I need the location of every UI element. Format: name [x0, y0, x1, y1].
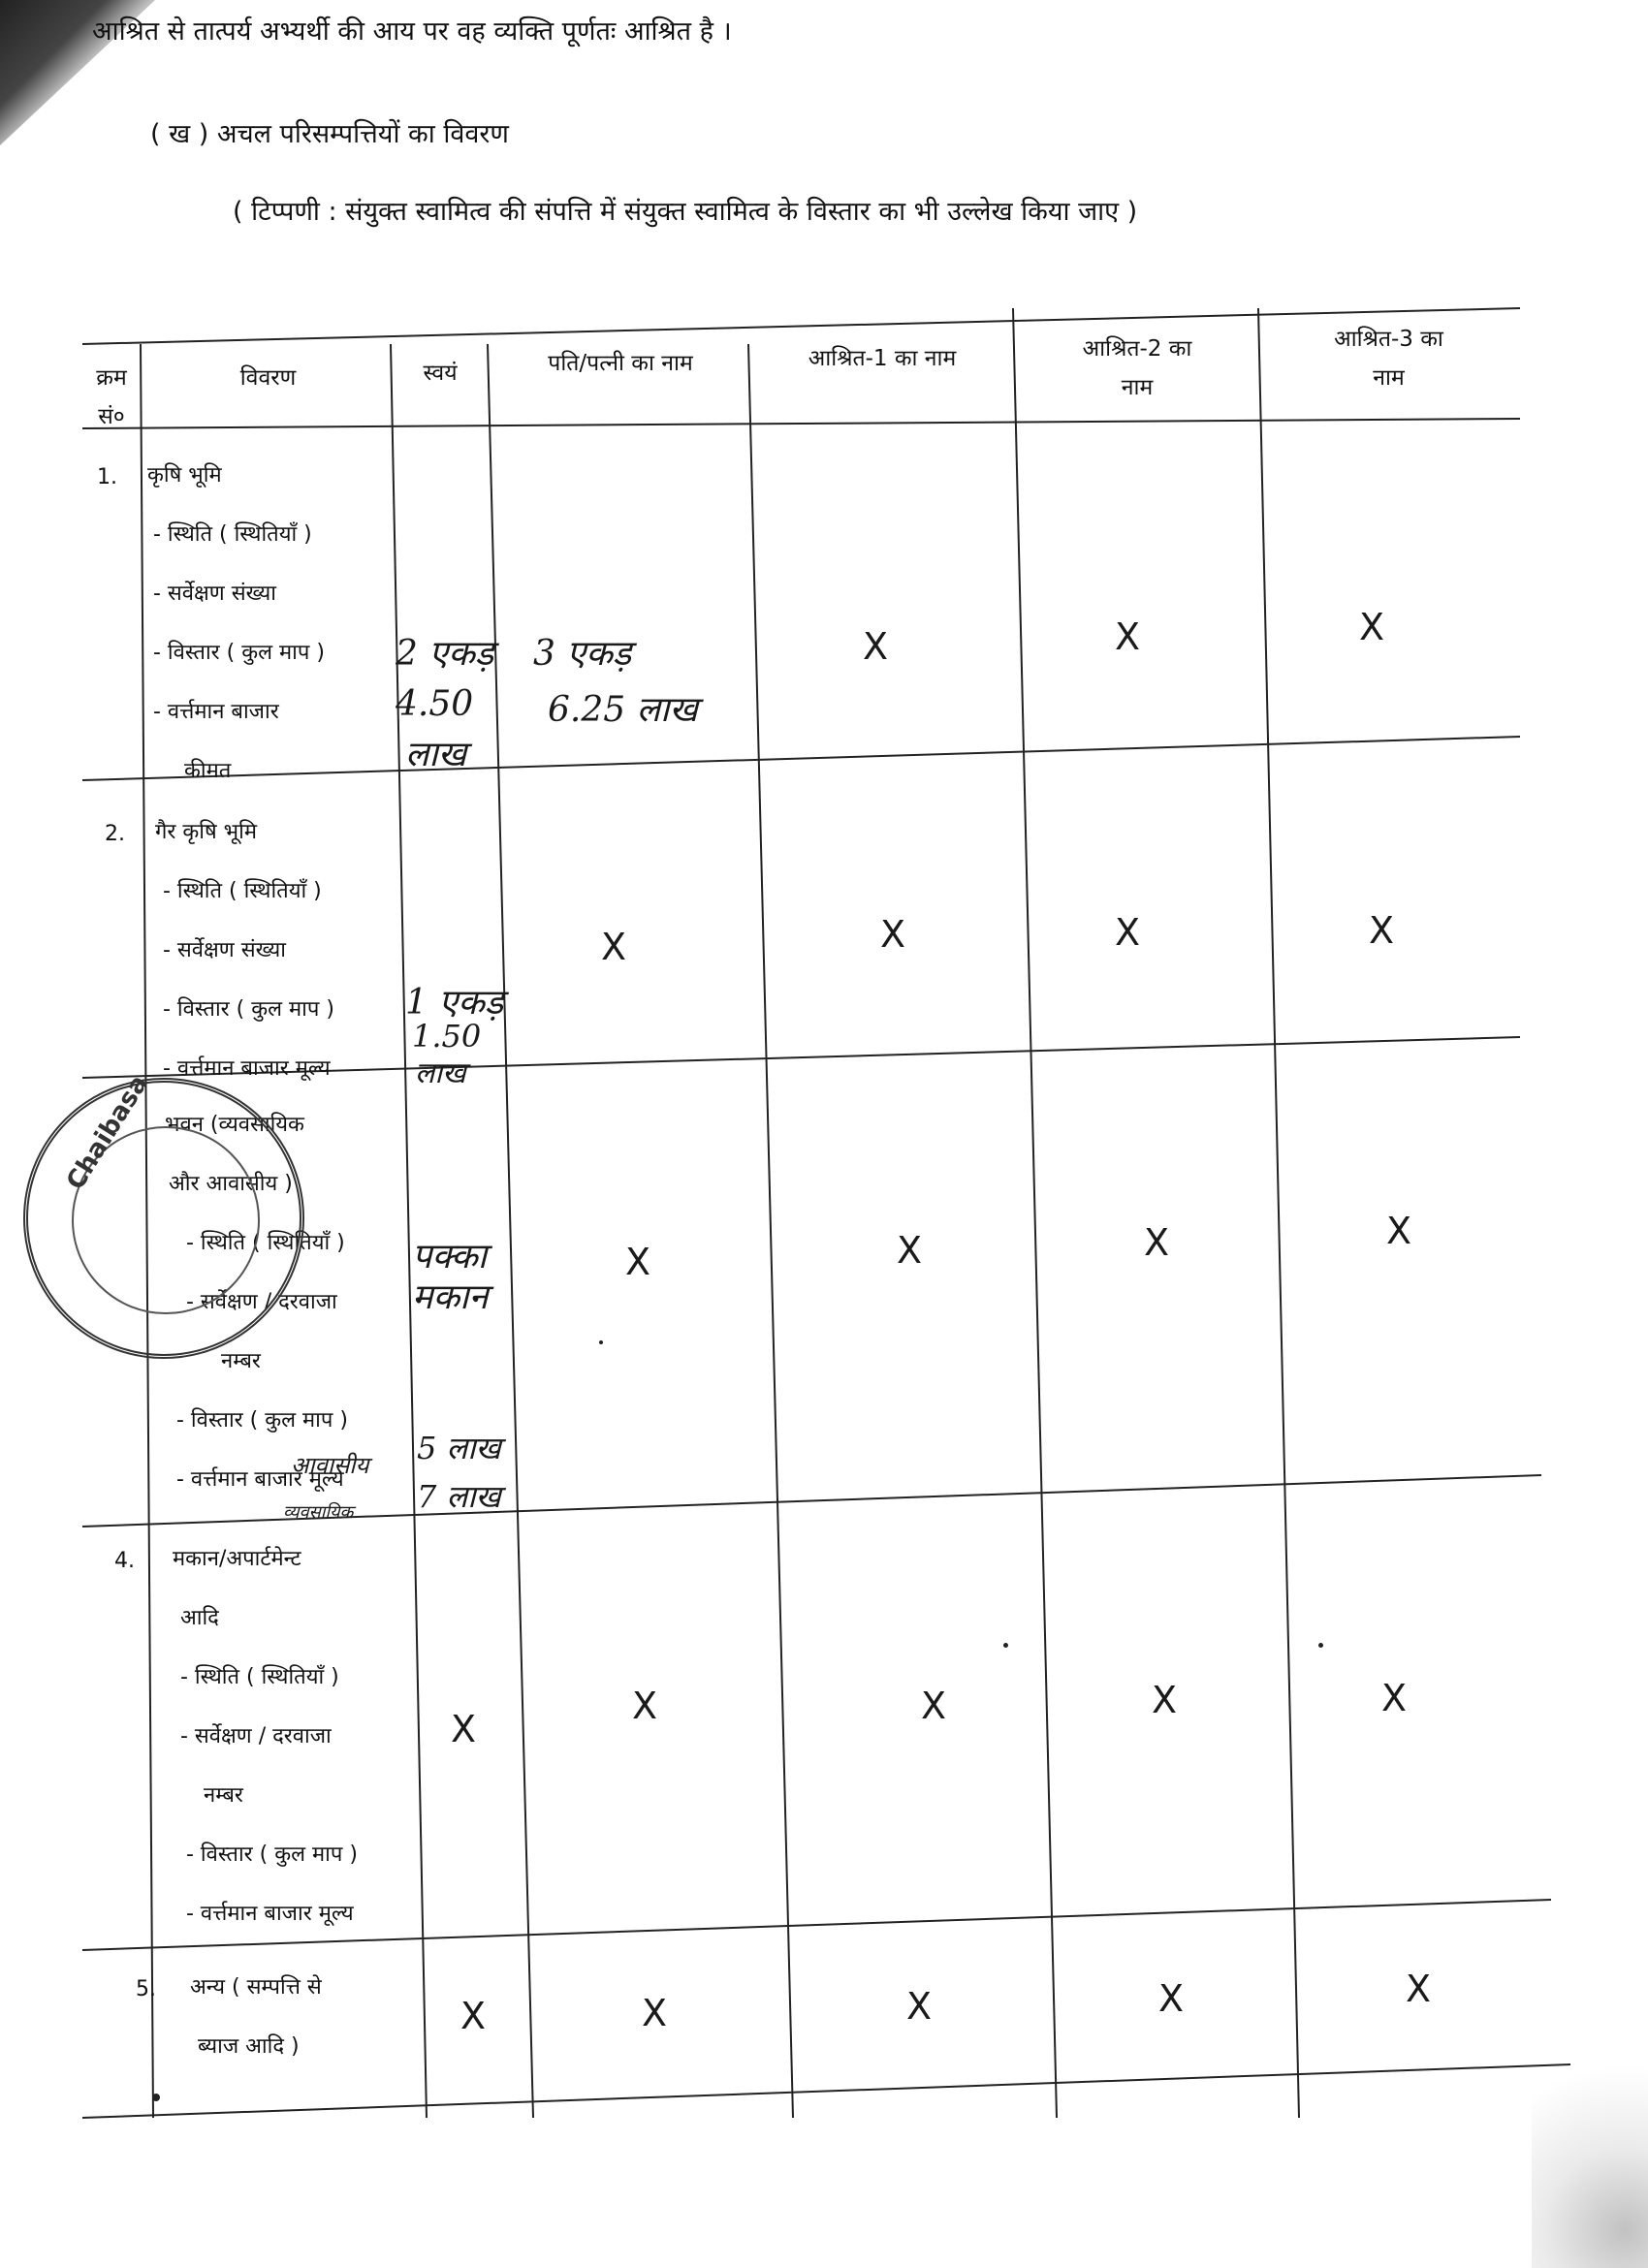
row-1-dependent-3-mark: X: [1359, 606, 1385, 648]
row-2-self-value: 1.50: [412, 1018, 482, 1055]
row-1-serial: 1.: [97, 465, 117, 489]
row-1-description: कृषि भूमि - स्थिति ( स्थितियाँ ) - सर्वेक्षण संख्या - विस्तार ( कुल माप ) - वर्त्तमान बाजार कीमत: [147, 463, 325, 783]
row-3-self-area: 5 लाख: [417, 1430, 501, 1466]
header-dependent-2: आश्रित-2 का नाम: [1082, 336, 1192, 400]
row-2-spouse-mark: X: [601, 926, 627, 968]
header-serial: क्रम सं०: [96, 365, 127, 429]
row-1-spouse-area: 3 एकड़: [533, 634, 632, 674]
row-5-self-mark: X: [460, 1995, 487, 2037]
ink-dot: [152, 2094, 160, 2101]
row-1-self-area: 2 एकड़: [396, 634, 494, 674]
row-5-spouse-mark: X: [642, 1992, 668, 2034]
row-2-dependent-2-mark: X: [1115, 911, 1141, 954]
row-5-dependent-2-mark: X: [1158, 1977, 1185, 2020]
row-3-description: भवन (व्यवसायिक और आवासीय ) - स्थिति ( स्थितियाँ ) - सर्वेक्षण / दरवाजा नम्बर - विस्तार ( कुल माप ) - वर्त्तमान बाजार मूल्य: [165, 1113, 348, 1492]
header-self: स्वयं: [423, 361, 458, 386]
row-3-spouse-mark: X: [625, 1241, 651, 1283]
row-4-spouse-mark: X: [632, 1685, 658, 1727]
row-2-description: गैर कृषि भूमि - स्थिति ( स्थितियाँ ) - सर्वेक्षण संख्या - विस्तार ( कुल माप ) - वर्त्तमान बाजार मूल्य: [155, 820, 334, 1081]
row-2-self-value-unit: लाख: [415, 1056, 466, 1090]
row-2-dependent-1-mark: X: [880, 913, 906, 956]
official-seal-stamp: Chaibasa: [23, 1078, 304, 1359]
row-2-serial: 2.: [105, 822, 125, 846]
row-5-serial: 5.: [136, 1977, 156, 2001]
ink-dot: [1003, 1643, 1008, 1648]
ownership-note: ( टिप्पणी : संयुक्त स्वामित्व की संपत्ति में संयुक्त स्वामित्व के विस्तार का भी उल्लेख किया जाए ): [233, 197, 1138, 227]
header-dependent-1: आश्रित-1 का नाम: [808, 346, 957, 371]
row-4-dependent-2-mark: X: [1152, 1679, 1178, 1721]
row-5-dependent-1-mark: X: [906, 1985, 933, 2028]
row-3-self-status-2: मकान: [412, 1277, 489, 1317]
section-title: ( ख ) अचल परिसम्पत्तियों का विवरण: [150, 119, 509, 149]
row-5-dependent-3-mark: X: [1406, 1968, 1432, 2010]
row-3-self-status: पक्का: [412, 1237, 488, 1276]
row-3-margin-note-commercial: व्यवसायिक: [283, 1502, 354, 1523]
row-4-dependent-1-mark: X: [921, 1685, 947, 1727]
row-4-self-mark: X: [451, 1708, 477, 1750]
row-1-self-value-unit: लाख: [405, 735, 467, 774]
row-3-dependent-2-mark: X: [1144, 1221, 1170, 1264]
header-spouse: पति/पत्नी का नाम: [548, 351, 693, 376]
row-3-dependent-3-mark: X: [1386, 1210, 1412, 1252]
row-1-self-value: 4.50: [396, 684, 474, 724]
row-2-dependent-3-mark: X: [1369, 909, 1395, 952]
dependent-note: आश्रित से तात्पर्य अभ्यर्थी की आय पर वह व्यक्ति पूर्णतः आश्रित है ।: [92, 16, 732, 47]
row-3-margin-note-residential: आवासीय: [291, 1452, 369, 1479]
ink-dot: [1318, 1643, 1323, 1648]
row-1-dependent-1-mark: X: [863, 625, 889, 668]
row-3-dependent-1-mark: X: [897, 1229, 923, 1272]
row-4-description: मकान/अपार्टमेन्ट आदि - स्थिति ( स्थितियाँ ) - सर्वेक्षण / दरवाजा नम्बर - विस्तार ( कुल माप ) - वर्त्तमान बाजार मूल्य: [173, 1547, 358, 1926]
row-4-dependent-3-mark: X: [1381, 1677, 1408, 1719]
ink-dot: [599, 1340, 603, 1344]
row-1-dependent-2-mark: X: [1115, 615, 1141, 658]
row-3-self-value: 7 लाख: [417, 1478, 501, 1515]
row-2-self-area: 1 एकड़: [405, 983, 504, 1023]
row-4-serial: 4.: [114, 1549, 135, 1573]
row-1-spouse-value: 6.25 लाख: [548, 690, 698, 730]
header-dependent-3: आश्रित-3 का नाम: [1334, 327, 1443, 391]
header-description: विवरण: [239, 365, 297, 391]
row-5-description: अन्य ( सम्पत्ति से ब्याज आदि ): [190, 1975, 322, 2059]
